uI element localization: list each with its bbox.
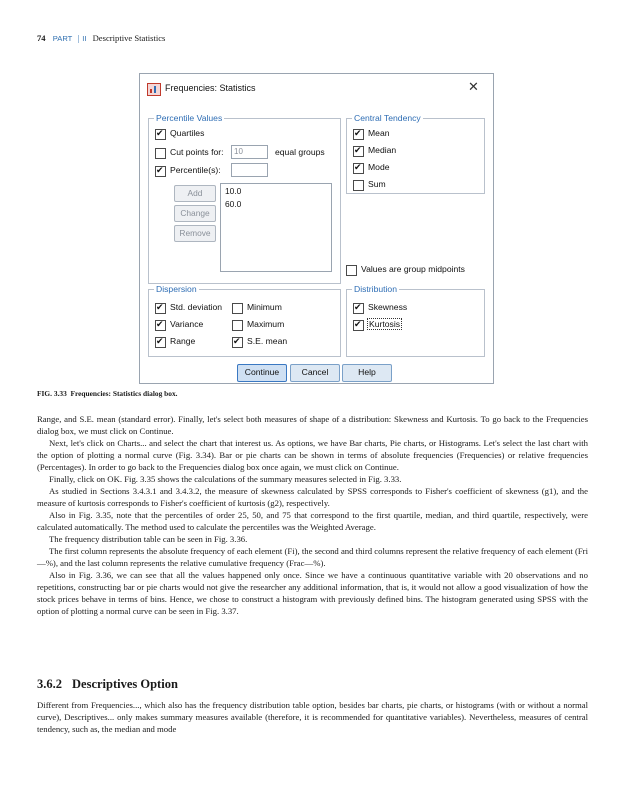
dispersion-group: [148, 284, 341, 357]
paragraph: Next, let's click on Charts... and select the chart that interest us. As options, we have Bar charts, Pie charts, or Histograms. Let's select the last chart with the option of plotting a normal curve (Fig. 3.34). Bar or pie charts can be shown in terms of absolute frequencies (Frequencies) or relative frequencies (Percentages). In order to go back to the Frequencies dialog box once again, we must click on Continue.: [37, 438, 588, 472]
cut-points-checkbox[interactable]: [155, 148, 166, 159]
sum-label: Sum: [368, 179, 386, 189]
maximum-label: Maximum: [247, 319, 285, 329]
se-mean-label: S.E. mean: [247, 336, 288, 346]
percentile-input[interactable]: [231, 163, 268, 177]
quartiles-checkbox[interactable]: [155, 129, 166, 140]
paragraph: Different from Frequencies..., which also has the frequency distribution table option, besides bar charts, pie charts, or histograms (with or without a normal curve), Descriptives... only makes summary measures available (therefore, it is recommended for quantitative variables). Nevertheless, measures of central tendency, such as, the median and mode: [37, 700, 588, 734]
figure-label: FIG. 3.33: [37, 389, 67, 398]
paragraph: Range, and S.E. mean (standard error). Finally, let's select both measures of shape of a distribution: Skewness and Kurtosis. To go back to the Frequencies dialog box, we must click on Continue.: [37, 414, 588, 436]
paragraph: Also in Fig. 3.35, note that the percentiles of order 25, 50, and 75 that correspond to the first quartile, median, and third quartile, respectively, were calculated automatically. The method used to calculate the percentiles was the Weighted Average.: [37, 510, 588, 532]
section-title: Descriptives Option: [72, 677, 178, 691]
dialog-title: Frequencies: Statistics: [165, 83, 256, 93]
percentile-values-group: [148, 113, 341, 284]
mode-checkbox[interactable]: [353, 163, 364, 174]
list-item[interactable]: 60.0: [225, 199, 242, 209]
figure-caption-text: Frequencies: Statistics dialog box.: [70, 389, 178, 398]
quartiles-label: Quartiles: [170, 128, 205, 138]
chapter-title: Descriptive Statistics: [92, 33, 166, 43]
body-text-lower: [37, 699, 588, 735]
header-separator: |: [77, 33, 80, 43]
percentile-list[interactable]: [220, 183, 332, 272]
mean-label: Mean: [368, 128, 390, 138]
dispersion-legend: Dispersion: [156, 284, 197, 294]
percentiles-label: Percentile(s):: [170, 165, 221, 175]
distribution-legend: Distribution: [354, 284, 397, 294]
paragraph: As studied in Sections 3.4.3.1 and 3.4.3.2, the measure of skewness calculated by SPSS corresponds to Fisher's coefficient of skewness (g1), and the measure of kurtosis corresponds to Fisher's coefficient of kurtosis (g2), respectively.: [37, 486, 588, 508]
paragraph: Finally, click on OK. Fig. 3.35 shows the calculations of the summary measures selected in Fig. 3.33.: [49, 474, 402, 484]
section-number: 3.6.2: [37, 677, 62, 691]
group-midpoints-checkbox[interactable]: [346, 265, 357, 276]
page-number: 74: [37, 33, 46, 43]
cancel-button[interactable]: Cancel: [290, 364, 340, 382]
median-checkbox[interactable]: [353, 146, 364, 157]
skewness-checkbox[interactable]: [353, 303, 364, 314]
figure-caption: [37, 389, 178, 398]
variance-checkbox[interactable]: [155, 320, 166, 331]
std-deviation-checkbox[interactable]: [155, 303, 166, 314]
range-label: Range: [170, 336, 196, 346]
help-button[interactable]: Help: [342, 364, 392, 382]
frequencies-statistics-dialog: [139, 73, 494, 384]
paragraph: Also in Fig. 3.36, we can see that all the values happened only once. Since we have a continuous quantitative variable with 20 observations and no repetitions, constructing bar or pie charts would not give the researcher any additional information, that is, it would not allow a good visualization of how the stock prices behave in terms of bins. Hence, we chose to construct a histogram with previously defined bins. The histogram generated using SPSS with the option of plotting a normal curve can be seen in Fig. 3.37.: [37, 570, 588, 616]
body-text-upper: [37, 413, 588, 617]
section-heading: [37, 677, 188, 692]
part-number: II: [82, 34, 87, 43]
se-mean-checkbox[interactable]: [232, 337, 243, 348]
mode-label: Mode: [368, 162, 390, 172]
spss-chart-icon: [147, 83, 161, 96]
equal-groups-label: equal groups: [275, 147, 325, 157]
minimum-checkbox[interactable]: [232, 303, 243, 314]
variance-label: Variance: [170, 319, 204, 329]
change-button[interactable]: Change: [174, 205, 216, 222]
skewness-label: Skewness: [368, 302, 408, 312]
add-button[interactable]: Add: [174, 185, 216, 202]
cut-points-input[interactable]: 10: [231, 145, 268, 159]
median-label: Median: [368, 145, 397, 155]
std-deviation-label: Std. deviation: [170, 302, 223, 312]
remove-button[interactable]: Remove: [174, 225, 216, 242]
sum-checkbox[interactable]: [353, 180, 364, 191]
percentiles-checkbox[interactable]: [155, 166, 166, 177]
percentile-values-legend: Percentile Values: [156, 113, 223, 123]
range-checkbox[interactable]: [155, 337, 166, 348]
list-item[interactable]: 10.0: [225, 186, 242, 196]
distribution-group: [346, 284, 485, 357]
group-midpoints-label: Values are group midpoints: [361, 264, 465, 274]
running-header: [37, 33, 165, 43]
close-icon[interactable]: ✕: [468, 79, 479, 94]
paragraph: The frequency distribution table can be seen in Fig. 3.36.: [49, 534, 248, 544]
continue-button[interactable]: Continue: [237, 364, 287, 382]
central-tendency-legend: Central Tendency: [354, 113, 421, 123]
dialog-titlebar: [140, 74, 493, 103]
mean-checkbox[interactable]: [353, 129, 364, 140]
kurtosis-label: Kurtosis: [369, 319, 401, 329]
maximum-checkbox[interactable]: [232, 320, 243, 331]
kurtosis-checkbox[interactable]: [353, 320, 364, 331]
central-tendency-group: [346, 113, 485, 194]
paragraph: The first column represents the absolute frequency of each element (Fi), the second and third columns represent the relative frequency of each element (Fri—%), and the last column represents the relative cumulative frequency (Frac—%).: [37, 546, 588, 568]
part-label: PART: [52, 34, 73, 43]
minimum-label: Minimum: [247, 302, 282, 312]
cut-points-label: Cut points for:: [170, 147, 224, 157]
